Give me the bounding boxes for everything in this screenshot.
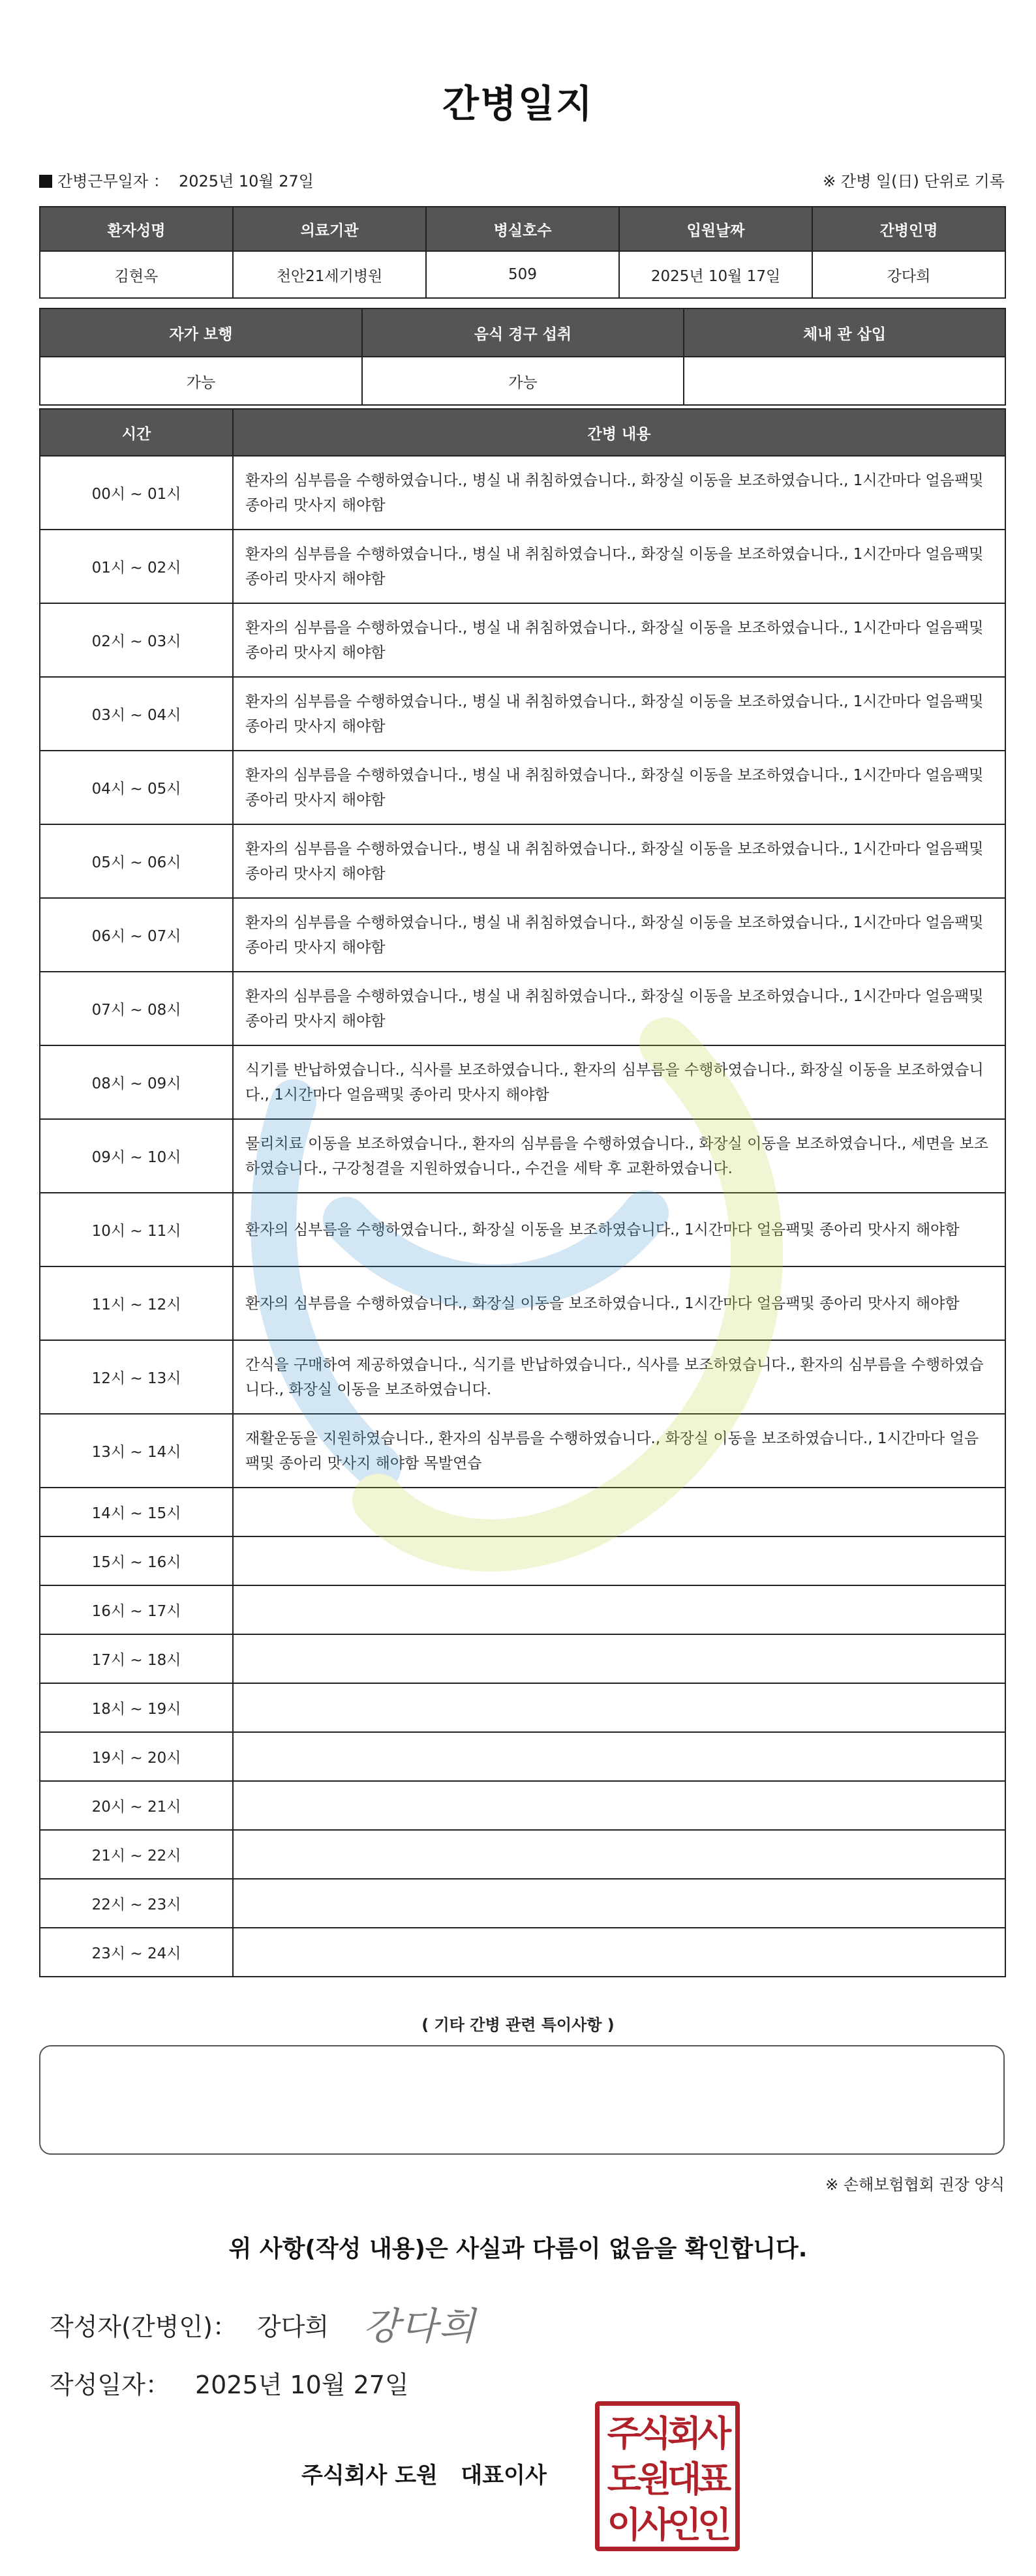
company-seal-stamp (595, 2401, 740, 2551)
work-date-label: 간병근무일자 ： (57, 172, 169, 190)
log-time-cell: 08시 ~ 09시 (40, 1045, 233, 1119)
log-row (40, 1536, 1005, 1585)
log-row (40, 1585, 1005, 1634)
log-time-cell: 10시 ~ 11시 (40, 1193, 233, 1266)
log-body (40, 456, 1005, 1977)
log-content-cell: 환자의 심부름을 수행하였습니다., 병실 내 취침하였습니다., 화장실 이동을 보조하였습니다., 1시간마다 얼음팩및 종아리 맛사지 해야함 (233, 824, 1005, 898)
log-time-cell: 14시 ~ 15시 (40, 1488, 233, 1536)
hospital-name: 천안21세기병원 (233, 251, 426, 298)
header-caregiver-name: 간병인명 (812, 207, 1005, 251)
log-row (40, 1879, 1005, 1928)
log-content-cell (233, 1879, 1005, 1928)
unit-note: ※ 간병 일(日) 단위로 기록 (823, 172, 1005, 190)
log-content-cell: 환자의 심부름을 수행하였습니다., 병실 내 취침하였습니다., 화장실 이동을 보조하였습니다., 1시간마다 얼음팩및 종아리 맛사지 해야함 (233, 603, 1005, 677)
abilities-table (39, 308, 1006, 406)
log-row (40, 456, 1005, 530)
abilities-header-row (40, 308, 1005, 357)
log-row (40, 1781, 1005, 1830)
log-time-cell: 13시 ~ 14시 (40, 1414, 233, 1488)
confirmation-statement: 위 사항(작성 내용)은 사실과 다름이 없음을 확인합니다. (228, 2236, 808, 2262)
log-time-cell: 17시 ~ 18시 (40, 1634, 233, 1683)
written-date-label: 작성일자： (50, 2371, 170, 2399)
notes-title: ( 기타 간병 관련 특이사항 ) (421, 2016, 615, 2034)
log-time-cell: 16시 ~ 17시 (40, 1585, 233, 1634)
admission-date: 2025년 10월 17일 (619, 251, 812, 298)
log-row (40, 898, 1005, 972)
log-time-cell: 00시 ~ 01시 (40, 456, 233, 530)
log-time-cell: 23시 ~ 24시 (40, 1928, 233, 1977)
log-time-cell: 21시 ~ 22시 (40, 1830, 233, 1879)
tube-insertion-value (684, 357, 1005, 405)
log-time-cell: 19시 ~ 20시 (40, 1732, 233, 1781)
company-representative: 주식회사 도원 대표이사 (301, 2463, 547, 2489)
work-date (39, 168, 314, 191)
log-content-cell: 환자의 심부름을 수행하였습니다., 병실 내 취침하였습니다., 화장실 이동을 보조하였습니다., 1시간마다 얼음팩및 종아리 맛사지 해야함 (233, 972, 1005, 1045)
header-hospital: 의료기관 (233, 207, 426, 251)
log-row (40, 751, 1005, 824)
log-content-cell: 환자의 심부름을 수행하였습니다., 화장실 이동을 보조하였습니다., 1시간마다 얼음팩및 종아리 맛사지 해야함 (233, 1266, 1005, 1340)
handwritten-signature: 강다희 (363, 2304, 477, 2348)
abilities-value-row (40, 357, 1005, 405)
log-content-cell: 물리치료 이동을 보조하였습니다., 환자의 심부름을 수행하였습니다., 화장실 이동을 보조하였습니다., 세면을 보조하였습니다., 구강청결을 지원하였습니다., 수건을 세탁 후 교환하였습니다. (233, 1119, 1005, 1193)
log-content-cell (233, 1536, 1005, 1585)
log-content-cell (233, 1928, 1005, 1977)
log-row (40, 1266, 1005, 1340)
log-content-cell (233, 1781, 1005, 1830)
log-row (40, 1119, 1005, 1193)
header-patient-name: 환자성명 (40, 207, 233, 251)
log-content-cell: 환자의 심부름을 수행하였습니다., 병실 내 취침하였습니다., 화장실 이동을 보조하였습니다., 1시간마다 얼음팩및 종아리 맛사지 해야함 (233, 530, 1005, 603)
log-time-cell: 07시 ~ 08시 (40, 972, 233, 1045)
log-content-cell: 식기를 반납하였습니다., 식사를 보조하였습니다., 환자의 심부름을 수행하였습니다., 화장실 이동을 보조하였습니다., 1시간마다 얼음팩및 종아리 맛사지 해야함 (233, 1045, 1005, 1119)
log-row (40, 677, 1005, 751)
writer-name: 강다희 (257, 2313, 329, 2341)
stamp-line-2: 도원대표 (607, 2459, 728, 2500)
log-content-cell: 환자의 심부름을 수행하였습니다., 병실 내 취침하였습니다., 화장실 이동을 보조하였습니다., 1시간마다 얼음팩및 종아리 맛사지 해야함 (233, 677, 1005, 751)
log-row (40, 603, 1005, 677)
header-room-number: 병실호수 (426, 207, 619, 251)
log-row (40, 1683, 1005, 1732)
log-content-cell: 환자의 심부름을 수행하였습니다., 병실 내 취침하였습니다., 화장실 이동을 보조하였습니다., 1시간마다 얼음팩및 종아리 맛사지 해야함 (233, 751, 1005, 824)
log-row (40, 1488, 1005, 1536)
log-time-cell: 22시 ~ 23시 (40, 1879, 233, 1928)
log-row (40, 530, 1005, 603)
log-time-cell: 20시 ~ 21시 (40, 1781, 233, 1830)
log-content-cell (233, 1683, 1005, 1732)
header-admission-date: 입원날짜 (619, 207, 812, 251)
log-row (40, 1414, 1005, 1488)
patient-info-table (39, 206, 1006, 299)
form-recommendation-note: ※ 손해보험협회 권장 양식 (825, 2176, 1005, 2194)
log-time-cell: 01시 ~ 02시 (40, 530, 233, 603)
header-tube-insertion: 체내 관 삽입 (684, 308, 1005, 357)
log-content-cell: 환자의 심부름을 수행하였습니다., 화장실 이동을 보조하였습니다., 1시간마다 얼음팩및 종아리 맛사지 해야함 (233, 1193, 1005, 1266)
log-row (40, 1928, 1005, 1977)
log-row (40, 1045, 1005, 1119)
log-content-cell (233, 1488, 1005, 1536)
log-row (40, 1340, 1005, 1414)
log-content-cell (233, 1732, 1005, 1781)
hourly-care-log-table (39, 408, 1006, 1977)
log-content-cell (233, 1830, 1005, 1879)
written-date-value: 2025년 10월 27일 (194, 2371, 409, 2399)
writer-line (50, 2296, 476, 2350)
document-title: 간병일지 (442, 82, 594, 126)
log-time-cell: 15시 ~ 16시 (40, 1536, 233, 1585)
work-date-value: 2025년 10월 27일 (179, 172, 314, 190)
header-time: 시간 (40, 409, 233, 456)
log-row (40, 1830, 1005, 1879)
caregiver-name: 강다희 (812, 251, 1005, 298)
log-time-cell: 06시 ~ 07시 (40, 898, 233, 972)
log-content-cell: 환자의 심부름을 수행하였습니다., 병실 내 취침하였습니다., 화장실 이동을 보조하였습니다., 1시간마다 얼음팩및 종아리 맛사지 해야함 (233, 898, 1005, 972)
room-number: 509 (426, 251, 619, 298)
header-oral-intake: 음식 경구 섭취 (362, 308, 684, 357)
meta-row (39, 168, 1005, 194)
stamp-line-1: 주식회사 (607, 2413, 728, 2454)
writer-label: 작성자(간병인)： (50, 2313, 237, 2341)
log-header-row (40, 409, 1005, 456)
log-time-cell: 05시 ~ 06시 (40, 824, 233, 898)
log-content-cell (233, 1634, 1005, 1683)
log-time-cell: 09시 ~ 10시 (40, 1119, 233, 1193)
header-care-content: 간병 내용 (233, 409, 1005, 456)
patient-header-row (40, 207, 1005, 251)
log-content-cell: 환자의 심부름을 수행하였습니다., 병실 내 취침하였습니다., 화장실 이동을 보조하였습니다., 1시간마다 얼음팩및 종아리 맛사지 해야함 (233, 456, 1005, 530)
square-bullet-icon (39, 175, 52, 188)
header-self-walking: 자가 보행 (40, 308, 362, 357)
log-content-cell: 간식을 구매하여 제공하였습니다., 식기를 반납하였습니다., 식사를 보조하였습니다., 환자의 심부름을 수행하였습니다., 화장실 이동을 보조하였습니다. (233, 1340, 1005, 1414)
written-date-line (50, 2365, 409, 2401)
log-time-cell: 11시 ~ 12시 (40, 1266, 233, 1340)
stamp-line-3: 이사인인 (607, 2504, 728, 2545)
log-row (40, 824, 1005, 898)
log-row (40, 1732, 1005, 1781)
log-content-cell: 재활운동을 지원하였습니다., 환자의 심부름을 수행하였습니다., 화장실 이동을 보조하였습니다., 1시간마다 얼음팩및 종아리 맛사지 해야함 목발연습 (233, 1414, 1005, 1488)
oral-intake-value: 가능 (362, 357, 684, 405)
patient-value-row (40, 251, 1005, 298)
log-row (40, 1634, 1005, 1683)
self-walking-value: 가능 (40, 357, 362, 405)
log-content-cell (233, 1585, 1005, 1634)
log-time-cell: 03시 ~ 04시 (40, 677, 233, 751)
patient-name: 김현옥 (40, 251, 233, 298)
log-row (40, 1193, 1005, 1266)
log-row (40, 972, 1005, 1045)
log-time-cell: 02시 ~ 03시 (40, 603, 233, 677)
notes-box (39, 2045, 1005, 2155)
log-time-cell: 18시 ~ 19시 (40, 1683, 233, 1732)
log-time-cell: 04시 ~ 05시 (40, 751, 233, 824)
log-time-cell: 12시 ~ 13시 (40, 1340, 233, 1414)
